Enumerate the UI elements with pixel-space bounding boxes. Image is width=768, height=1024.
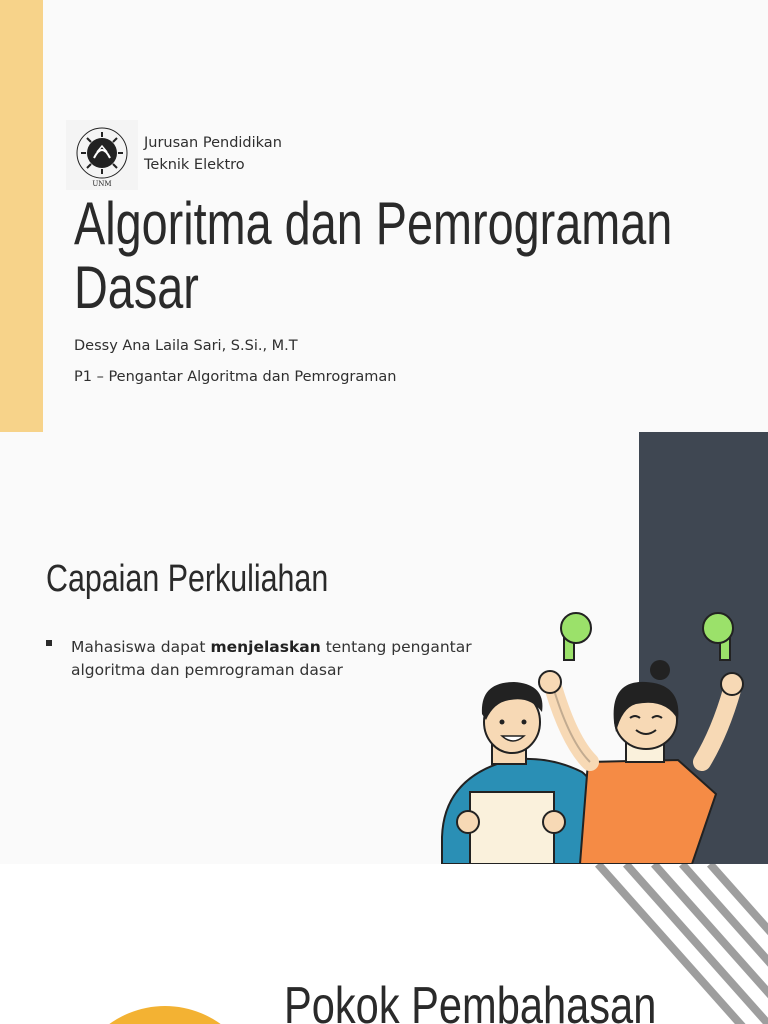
objective-text-start: Mahasiswa dapat — [71, 638, 211, 656]
title-line-2: Dasar — [74, 254, 199, 321]
students-celebrating-illustration — [430, 612, 760, 864]
department-label — [144, 132, 282, 176]
session-subtitle: P1 – Pengantar Algoritma dan Pemrograman — [74, 369, 397, 385]
unm-logo-icon — [66, 120, 138, 190]
topics-heading: Pokok Pembahasan — [284, 977, 657, 1024]
slide-title — [74, 190, 673, 321]
objective-text-bold: menjelaskan — [210, 638, 321, 656]
objective-text — [71, 636, 481, 682]
department-line-1: Jurusan Pendidikan — [144, 135, 282, 151]
objective-text-end: tentang pengantar algoritma dan pemrograman dasar — [71, 638, 472, 679]
objectives-heading: Capaian Perkuliahan — [46, 558, 329, 600]
yellow-circle-decoration — [70, 1006, 260, 1024]
accent-bar — [0, 0, 43, 432]
topics-slide — [0, 864, 768, 1024]
square-bullet-icon — [46, 640, 52, 646]
logo-text: UNM — [92, 180, 112, 188]
title-line-1: Algoritma dan Pemrograman — [74, 190, 673, 257]
author-name: Dessy Ana Laila Sari, S.Si., M.T — [74, 338, 298, 354]
objectives-slide — [0, 432, 768, 864]
title-slide — [0, 0, 768, 432]
boy-figure — [442, 682, 601, 864]
department-line-2: Teknik Elektro — [144, 157, 245, 173]
